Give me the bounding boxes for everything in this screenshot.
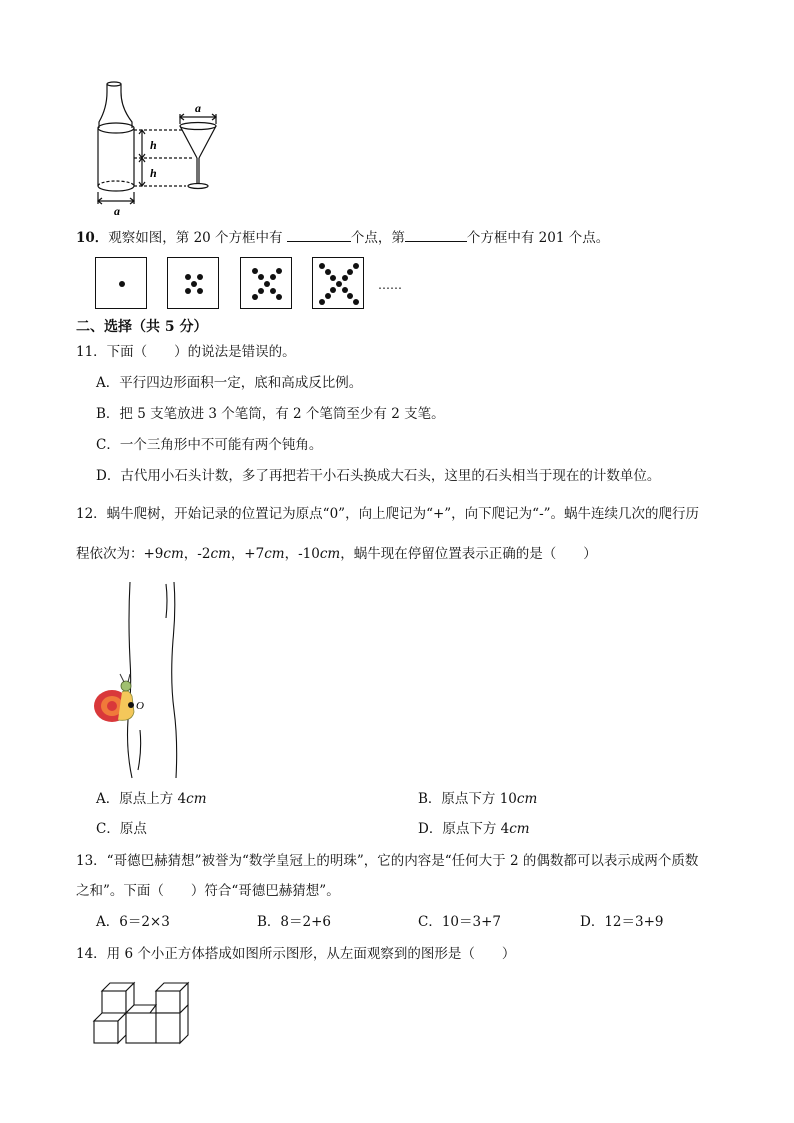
dot [336, 281, 342, 287]
dot [353, 299, 359, 305]
dot [342, 287, 348, 293]
dot [276, 294, 282, 300]
question-11-stem: 11．下面（ ）的说法是错误的。 [76, 344, 296, 360]
q10-text-a: 观察如图，第 20 个方框中有 [108, 230, 283, 246]
q11-option-d[interactable]: D．古代用小石头计数，多了再把若干小石头换成大石头，这里的石头相当于现在的计数单位。 [96, 468, 661, 484]
q12-seg-d: ，-10 [284, 546, 320, 562]
dot [119, 281, 125, 287]
question-13-line2: 之和”。下面（ ）符合“哥德巴赫猜想”。 [76, 883, 340, 899]
q12-option-a-text: A．原点上方 4 [96, 791, 187, 807]
dot [185, 274, 191, 280]
q12-unit: cm [319, 546, 341, 562]
q12-option-d-text: D．原点下方 4 [418, 821, 510, 837]
cubes-figure [92, 975, 192, 1047]
dot [330, 287, 336, 293]
dot [319, 263, 325, 269]
label-a-top: a [195, 101, 201, 115]
dot [191, 281, 197, 287]
origin-label: O [136, 700, 144, 712]
dot [276, 268, 282, 274]
dot [342, 275, 348, 281]
tree-snail-figure [88, 580, 198, 780]
label-a-bottom: a [114, 204, 120, 218]
question-12-line2 [76, 544, 597, 564]
snail-icon [94, 674, 134, 722]
q12-unit: cm [509, 821, 530, 837]
dot [197, 274, 203, 280]
q12-seg-b: ，-2 [183, 546, 211, 562]
dot [353, 263, 359, 269]
dot [325, 293, 331, 299]
q12-unit: cm [264, 546, 285, 562]
dot [197, 288, 203, 294]
question-10 [76, 227, 609, 248]
q11-option-b[interactable]: B．把 5 支笔放进 3 个笔筒，有 2 个笔筒至少有 2 支笔。 [96, 406, 445, 422]
dot-sequence-ellipsis: …… [378, 278, 402, 292]
label-h-lower: h [150, 166, 157, 180]
dot [270, 288, 276, 294]
dot-box-2 [167, 257, 219, 309]
q10-number: 10． [76, 230, 109, 246]
dot-box-3 [240, 257, 292, 309]
q12-option-a[interactable] [96, 789, 207, 809]
dot [319, 299, 325, 305]
q12-option-c-text: C．原点 [96, 821, 147, 837]
dot [252, 268, 258, 274]
q10-blank-2[interactable] [405, 227, 467, 242]
dot [252, 294, 258, 300]
q12-option-b[interactable] [418, 789, 537, 809]
dot [270, 274, 276, 280]
q12-seg-a: 程依次为：+9 [76, 546, 164, 562]
q10-text-c: 个方框中有 201 个点。 [466, 230, 610, 246]
q13-option-b[interactable]: B．8＝2+6 [257, 914, 331, 930]
dot [347, 293, 353, 299]
dot [264, 281, 270, 287]
bottle-glass-figure [90, 78, 230, 218]
label-h-upper: h [150, 138, 157, 152]
origin-point [128, 702, 134, 708]
dot [258, 274, 264, 280]
q12-unit: cm [186, 791, 207, 807]
dot-box-1 [95, 257, 147, 309]
question-12-line1: 12．蜗牛爬树，开始记录的位置记为原点“0”，向上爬记为“+”，向下爬记为“-”。蜗牛连续几次的爬行历 [76, 506, 700, 522]
q10-blank-1[interactable] [287, 227, 351, 242]
dot [347, 269, 353, 275]
dot [325, 269, 331, 275]
q12-seg-c: ，+7 [230, 546, 265, 562]
question-14-stem: 14．用 6 个小正方体搭成如图所示图形，从左面观察到的图形是（ ） [76, 946, 516, 962]
q10-text-b: 个点，第 [350, 230, 405, 246]
question-13-line1: 13．“哥德巴赫猜想”被誉为“数学皇冠上的明珠”，它的内容是“任何大于 2 的偶数都可以表示成两个质数 [76, 853, 699, 869]
dot-box-4 [312, 257, 364, 309]
q12-seg-e: ，蜗牛现在停留位置表示正确的是（ ） [340, 546, 597, 562]
q13-option-d[interactable]: D．12＝3+9 [580, 914, 664, 930]
q12-unit: cm [516, 791, 538, 807]
section-title: 二、选择（共 5 分） [76, 319, 208, 335]
dot [330, 275, 336, 281]
dot [258, 288, 264, 294]
dot [185, 288, 191, 294]
q11-option-a[interactable]: A．平行四边形面积一定，底和高成反比例。 [96, 375, 363, 391]
q11-option-c[interactable]: C．一个三角形中不可能有两个钝角。 [96, 437, 323, 453]
q13-option-c[interactable]: C．10＝3+7 [418, 914, 501, 930]
q12-option-b-text: B．原点下方 10 [418, 791, 517, 807]
q12-option-d[interactable] [418, 819, 530, 839]
q12-unit: cm [163, 546, 184, 562]
q12-option-c[interactable] [96, 819, 147, 839]
q13-option-a[interactable]: A．6＝2×3 [96, 914, 170, 930]
q12-unit: cm [210, 546, 231, 562]
